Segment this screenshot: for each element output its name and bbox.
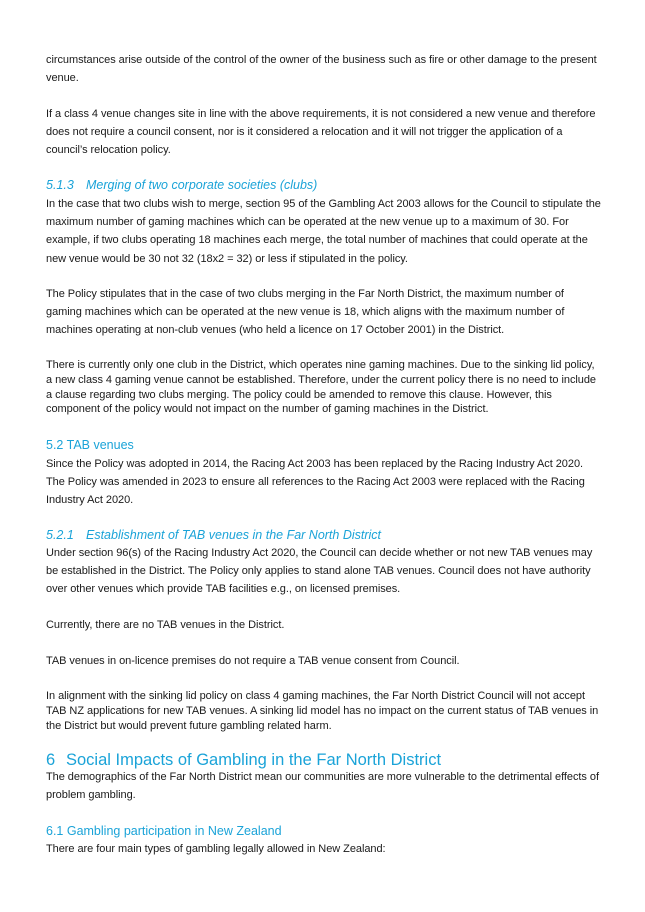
paragraph-no-tab-venues: Currently, there are no TAB venues in the District.: [46, 619, 285, 631]
heading-title: Establishment of TAB venues in the Far North District: [86, 528, 382, 542]
paragraph-on-licence: TAB venues in on-licence premises do not require a TAB venue consent from Council.: [46, 655, 460, 667]
paragraph-venue-site-change: If a class 4 venue changes site in line with the above requirements, it is not considered a new venue and therefore does not require a council consent, nor is it considered a relocation and it will not trigger the application of a council’s relocation policy.: [46, 108, 596, 157]
heading-title: Merging of two corporate societies (clubs): [86, 178, 318, 192]
heading-5-2-1: [46, 527, 602, 543]
paragraph-venue-damage: circumstances arise outside of the control of the owner of the business such as fire or other damage to the present venue.: [46, 54, 597, 85]
heading-6-1: 6.1 Gambling participation in New Zealand: [46, 824, 282, 838]
heading-number: 5.2.1: [46, 528, 74, 542]
heading-number: 6: [46, 751, 56, 769]
paragraph-club-merge-section-95: In the case that two clubs wish to merge, section 95 of the Gambling Act 2003 allows for the Council to stipulate the maximum number of gaming machines which can be operated at the new venue up to a maximum of 30. For example, if two clubs operating 18 machines each merge, the total number of machines that could operate at the new venue would be 30 not 32 (18x2 = 32) or less if stipulated in the policy.: [46, 198, 601, 265]
paragraph-demographics: The demographics of the Far North District mean our communities are more vulnerable to the detrimental effects of problem gambling.: [46, 771, 599, 802]
paragraph-racing-act: Since the Policy was adopted in 2014, the Racing Act 2003 has been replaced by the Racing Industry Act 2020. The Policy was amended in 2023 to ensure all references to the Racing Act 2003 were replaced with the Racing Industry Act 2020.: [46, 458, 585, 507]
heading-5-2: 5.2 TAB venues: [46, 438, 134, 452]
heading-6: [46, 750, 602, 770]
paragraph-policy-merge-limit: The Policy stipulates that in the case of two clubs merging in the Far North District, the maximum number of gaming machines which can be operated at the new venue is 18, which aligns with the maximum number of machines operating at non-club venues (who held a licence on 17 October 2001) in the District.: [46, 288, 565, 337]
heading-5-1-3: [46, 177, 602, 193]
paragraph-sinking-lid-tab: In alignment with the sinking lid policy on class 4 gaming machines, the Far North District Council will not accept TAB NZ applications for new TAB venues. A sinking lid model has no impact on the current status of TAB venues in the District but would prevent future gambling related harm.: [46, 690, 599, 732]
paragraph-section-96: Under section 96(s) of the Racing Industry Act 2020, the Council can decide whether or not new TAB venues may be established in the District. The Policy only applies to stand alone TAB venues. Council does not have authority over other venues which provide TAB facilities e.g., on licensed premises.: [46, 547, 593, 596]
paragraph-gambling-types: There are four main types of gambling legally allowed in New Zealand:: [46, 843, 386, 855]
heading-number: 5.1.3: [46, 178, 74, 192]
heading-title: Social Impacts of Gambling in the Far North District: [66, 751, 442, 769]
paragraph-single-club: There is currently only one club in the District, which operates nine gaming machines. Due to the sinking lid policy, a new class 4 gaming venue cannot be established. Therefore, under the current policy there is no need to include a clause regarding two clubs merging. The policy could be amended to remove this clause. However, this component of the policy would not impact on the number of gaming machines in the District.: [46, 359, 596, 416]
